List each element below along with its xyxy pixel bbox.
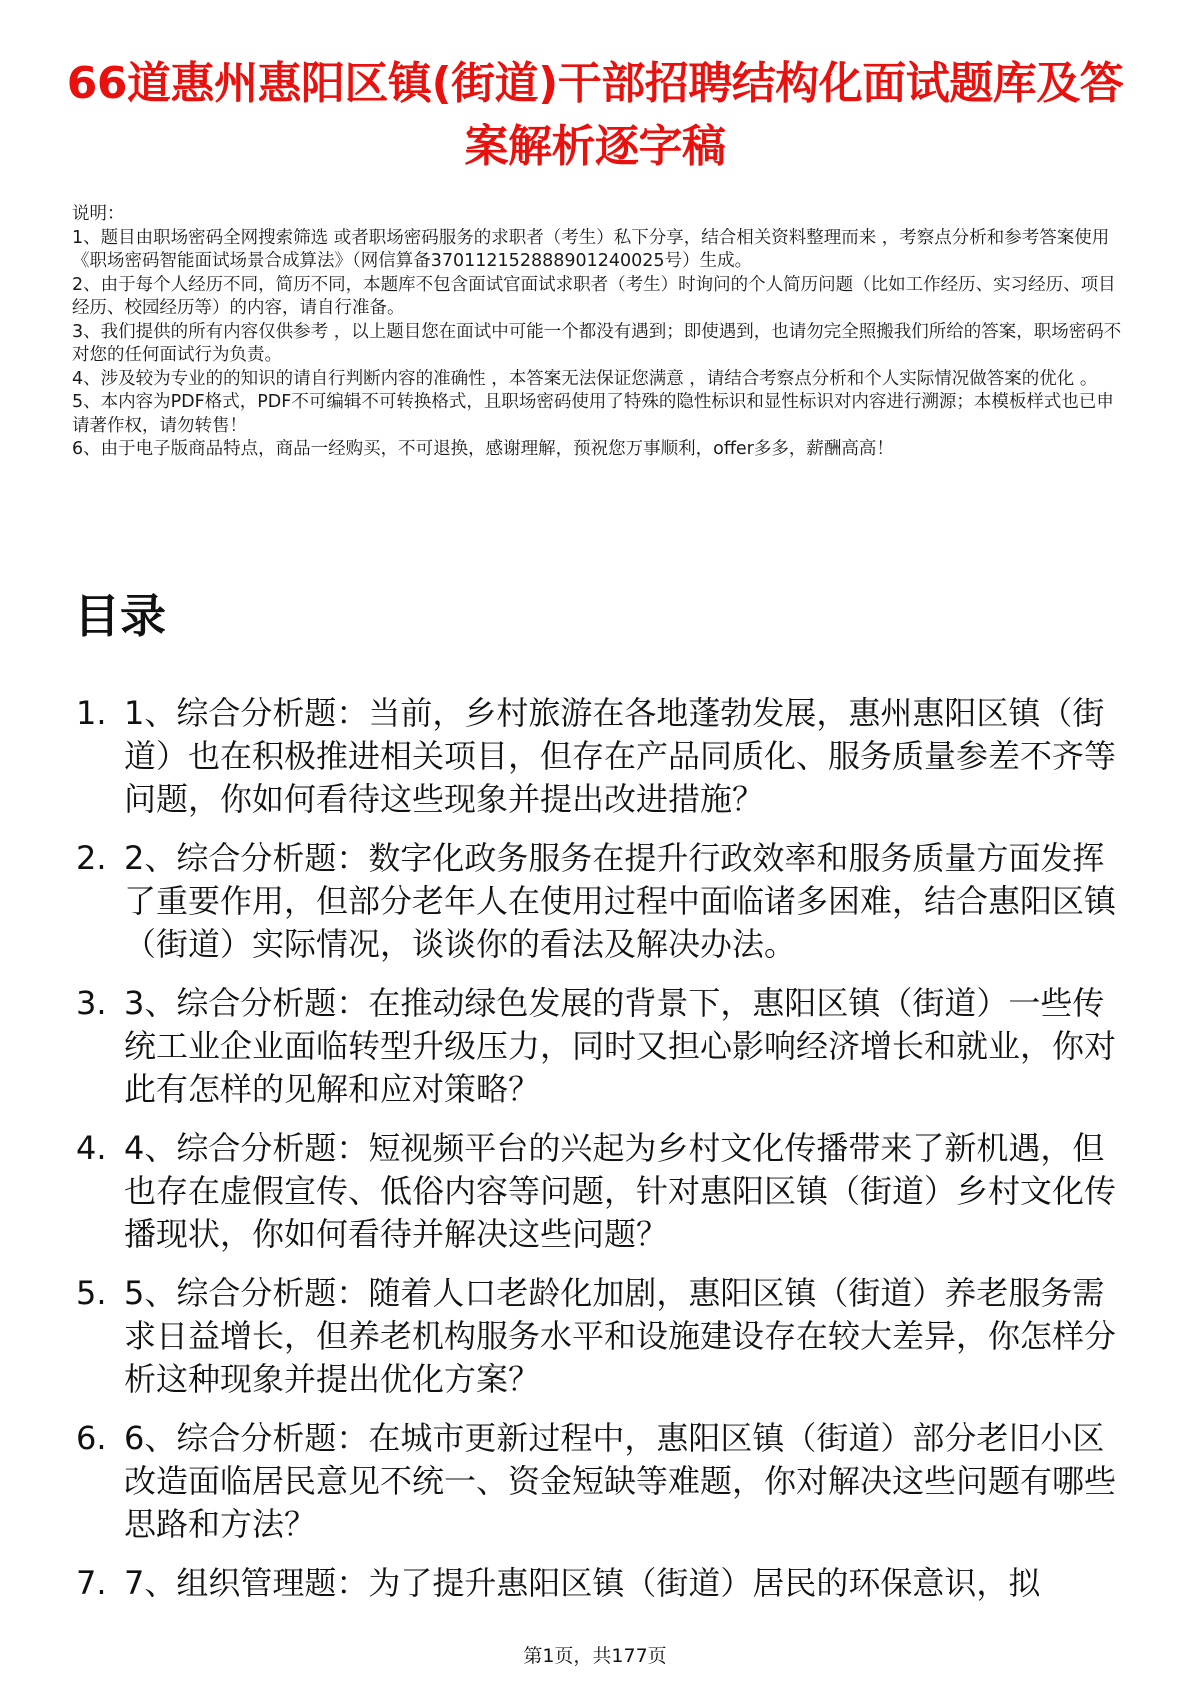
toc-item-number: 2. <box>76 839 107 877</box>
notes-item: 1、题目由职场密码全网搜索筛选 或者职场密码服务的求职者（考生）私下分享，结合相关资料整理而来 ，考察点分析和参考答案使用《职场密码智能面试场景合成算法》（网信算备370112152888901240025号）生成。 <box>72 227 1110 271</box>
notes-heading: 说明： <box>72 204 125 224</box>
notes-item: 6、由于电子版商品特点，商品一经购买，不可退换，感谢理解，预祝您万事顺利，offer多多，薪酬高高！ <box>72 439 894 459</box>
toc-item-text[interactable]: 1、综合分析题：当前，乡村旅游在各地蓬勃发展，惠州惠阳区镇（街道）也在积极推进相关项目，但存在产品同质化、服务质量参差不齐等问题，你如何看待这些现象并提出改进措施？ <box>124 694 1117 818</box>
toc-item[interactable] <box>76 692 1136 821</box>
toc-item-number: 7. <box>76 1564 107 1602</box>
page-footer: 第1页，共177页 <box>523 1645 667 1667</box>
toc-item-number: 5. <box>76 1274 107 1312</box>
toc-item-text[interactable]: 5、综合分析题：随着人口老龄化加剧，惠阳区镇（街道）养老服务需求日益增长，但养老机构服务水平和设施建设存在较大差异，你怎样分析这种现象并提出优化方案？ <box>124 1274 1117 1398</box>
toc-item-text[interactable]: 7、组织管理题：为了提升惠阳区镇（街道）居民的环保意识，拟 <box>124 1564 1041 1602</box>
toc-list <box>76 692 1136 1621</box>
notes-item: 4、涉及较为专业的的知识的请自行判断内容的准确性 ，本答案无法保证您满意 ，请结合考察点分析和个人实际情况做答案的优化 。 <box>72 368 1098 389</box>
toc-item-number: 6. <box>76 1419 107 1457</box>
toc-item-text[interactable]: 3、综合分析题：在推动绿色发展的背景下，惠阳区镇（街道）一些传统工业企业面临转型升级压力，同时又担心影响经济增长和就业，你对此有怎样的见解和应对策略？ <box>124 984 1117 1108</box>
toc-item[interactable] <box>76 1417 1136 1546</box>
toc-item-text[interactable]: 6、综合分析题：在城市更新过程中，惠阳区镇（街道）部分老旧小区改造面临居民意见不统一、资金短缺等难题，你对解决这些问题有哪些思路和方法？ <box>124 1419 1117 1543</box>
toc-item[interactable] <box>76 982 1136 1111</box>
document-title: 66道惠州惠阳区镇(街道)干部招聘结构化面试题库及答案解析逐字稿 <box>66 58 1124 172</box>
toc-item-text[interactable]: 4、综合分析题：短视频平台的兴起为乡村文化传播带来了新机遇，但也存在虚假宣传、低俗内容等问题，针对惠阳区镇（街道）乡村文化传播现状，你如何看待并解决这些问题？ <box>124 1129 1117 1253</box>
toc-item[interactable] <box>76 1562 1136 1605</box>
toc-heading: 目录 <box>74 589 166 643</box>
notes-item: 3、我们提供的所有内容仅供参考 ，以上题目您在面试中可能一个都没有遇到；即使遇到，也请勿完全照搬我们所给的答案，职场密码不对您的任何面试行为负责。 <box>72 321 1122 365</box>
notes-section <box>72 203 1122 462</box>
toc-item[interactable] <box>76 1127 1136 1256</box>
toc-item-text[interactable]: 2、综合分析题：数字化政务服务在提升行政效率和服务质量方面发挥了重要作用，但部分老年人在使用过程中面临诸多困难，结合惠阳区镇（街道）实际情况，谈谈你的看法及解决办法。 <box>124 839 1117 963</box>
notes-item: 2、由于每个人经历不同，简历不同，本题库不包含面试官面试求职者（考生）时询问的个人简历问题（比如工作经历、实习经历、项目经历、校园经历等）的内容，请自行准备。 <box>72 274 1116 318</box>
notes-item: 5、本内容为PDF格式，PDF不可编辑不可转换格式，且职场密码使用了特殊的隐性标识和显性标识对内容进行溯源；本模板样式也已申请著作权，请勿转售！ <box>72 392 1114 436</box>
toc-item-number: 4. <box>76 1129 107 1167</box>
toc-item[interactable] <box>76 1272 1136 1401</box>
toc-item-number: 1. <box>76 694 107 732</box>
toc-item-number: 3. <box>76 984 107 1022</box>
toc-item[interactable] <box>76 837 1136 966</box>
